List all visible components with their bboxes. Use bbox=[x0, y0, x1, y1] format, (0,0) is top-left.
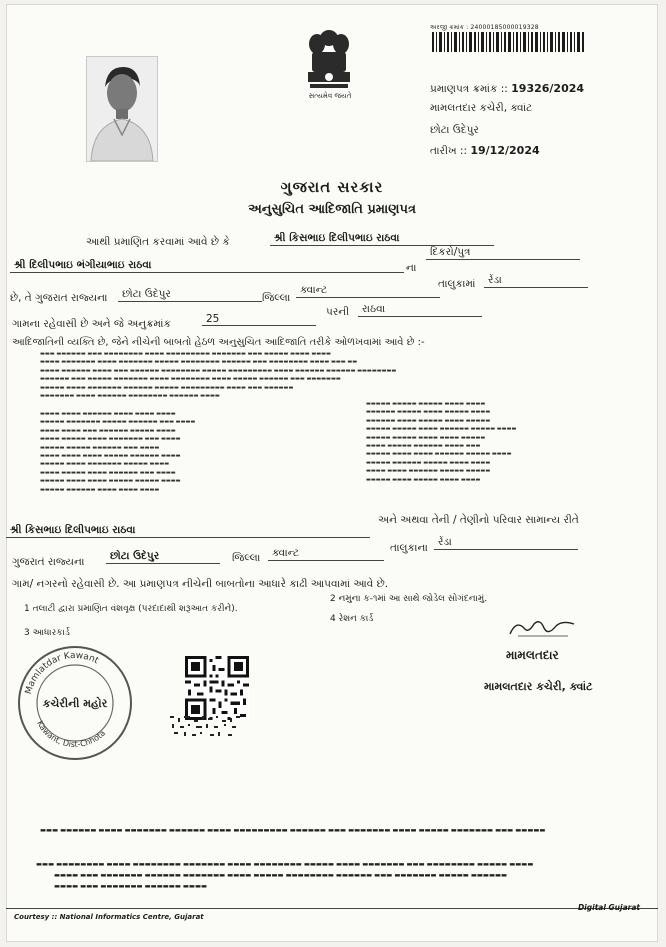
certificate-title: અનુસુચિત આદિજાતિ પ્રમાણપત્ર bbox=[248, 202, 416, 217]
footer-divider bbox=[6, 908, 658, 909]
date-row bbox=[430, 144, 540, 158]
relation: દિકરો/પુત્ર bbox=[426, 246, 580, 260]
note-line-1: ▬▬▬ ▬▬▬▬▬▬ ▬▬▬▬ ▬▬▬▬▬▬▬ ▬▬▬▬▬▬ ▬▬▬▬ ▬▬▬▬▬▬▬▬▬ ▬▬▬▬▬▬ ▬▬▬ ▬▬▬▬▬▬▬ ▬▬▬▬ ▬▬▬▬▬ ▬▬▬▬▬▬▬ ▬▬▬ ▬▬▬▬▬ bbox=[40, 826, 546, 834]
svg-text:Kawant, Dist-Chhota: Kawant, Dist-Chhota bbox=[35, 719, 108, 749]
taluka-value-2: ક્વાન્ટ bbox=[268, 547, 384, 561]
date-value: 19/12/2024 bbox=[470, 144, 540, 157]
tribe-value: રાઠવા bbox=[358, 303, 482, 317]
village-prefix: ગામના રહેવાસી છે અને જે અનુક્રમાંક bbox=[12, 318, 171, 330]
seal-inner-text: કચેરીની મહોર bbox=[42, 697, 108, 710]
qr-code-icon bbox=[185, 656, 249, 720]
person-name-repeat: શ્રી કિસભાઇ દિલીપભાઇ રાઠવા bbox=[6, 524, 370, 538]
village-value-2: રેંડા bbox=[434, 536, 578, 550]
state-prefix: છે, તે ગુજરાત રાજ્યના bbox=[10, 292, 108, 304]
serial-number: 25 bbox=[202, 313, 316, 326]
family-text: અને અથવા તેની / તેણીનો પરિવાર સામાન્ય રીતે bbox=[378, 514, 579, 526]
applicant-photo bbox=[86, 56, 158, 162]
officer-office: મામલતદાર કચેરી, ક્વાંટ bbox=[484, 680, 593, 693]
statutory-block-left: ▬▬▬▬ ▬▬▬▬ ▬▬▬▬▬▬ ▬▬▬▬ ▬▬▬▬ ▬▬▬▬ ▬▬▬▬▬ ▬▬▬▬▬▬▬ ▬▬▬▬▬ ▬▬▬▬▬▬ ▬▬▬ ▬▬▬▬ ▬▬▬▬ ▬▬▬▬ ▬▬▬ ▬▬▬▬▬▬ ▬▬▬▬▬ ▬▬▬▬ ▬▬▬▬ ▬▬▬▬▬ ▬▬▬▬ ▬▬▬▬▬▬▬ ▬▬▬ ▬▬▬▬ ▬▬▬▬▬ ▬▬▬▬▬ ▬▬▬▬▬▬ ▬▬▬ ▬▬▬▬ ▬▬▬▬ ▬▬▬▬ ▬▬▬▬ ▬▬▬▬▬ ▬▬▬▬▬▬ ▬▬▬▬ ▬▬▬▬▬ ▬▬▬▬ ▬▬▬▬▬▬▬ ▬▬▬▬▬ ▬▬▬▬ ▬▬▬▬ ▬▬▬▬▬ ▬▬▬▬ ▬▬▬▬▬▬ ▬▬▬ ▬▬▬▬ ▬▬▬▬▬ ▬▬▬▬ ▬▬▬▬ ▬▬▬▬▬ ▬▬▬▬▬ ▬▬▬▬ ▬▬▬▬▬ ▬▬▬▬▬▬ ▬▬▬▬ ▬▬▬▬ ▬▬▬▬ bbox=[40, 411, 196, 493]
statutory-block-right: ▬▬▬▬▬ ▬▬▬▬▬ ▬▬▬▬▬ ▬▬▬▬ ▬▬▬▬ ▬▬▬▬▬▬ ▬▬▬▬▬ ▬▬▬▬ ▬▬▬▬▬ ▬▬▬▬ ▬▬▬▬▬▬ ▬▬▬▬ ▬▬▬▬▬ ▬▬▬▬ ▬▬▬▬▬ ▬▬▬▬▬ ▬▬▬▬▬ ▬▬▬▬ ▬▬▬▬▬▬ ▬▬▬▬▬ ▬▬▬▬ ▬▬▬▬▬ ▬▬▬▬▬ ▬▬▬▬ ▬▬▬▬ ▬▬▬▬▬ ▬▬▬▬ ▬▬▬▬▬ ▬▬▬▬▬▬ ▬▬▬▬ ▬▬▬ ▬▬▬▬▬ ▬▬▬▬ ▬▬▬▬ ▬▬▬▬▬▬ ▬▬▬▬▬ ▬▬▬▬ ▬▬▬▬▬ ▬▬▬▬▬▬ ▬▬▬▬▬ ▬▬▬▬ ▬▬▬▬ ▬▬▬▬ ▬▬▬▬ ▬▬▬▬▬▬ ▬▬▬▬▬ ▬▬▬▬▬ ▬▬▬▬▬ ▬▬▬▬ ▬▬▬▬▬ ▬▬▬▬ ▬▬▬▬ bbox=[366, 401, 517, 483]
footer-digital-gujarat: Digital Gujarat bbox=[577, 903, 640, 912]
parni-label: પરની bbox=[326, 306, 350, 318]
village-value: રેંડા bbox=[484, 274, 588, 288]
cert-no-label: પ્રમાણપત્ર ક્રમાંક :: bbox=[430, 83, 508, 95]
cert-no-value: 19326/2024 bbox=[511, 82, 585, 95]
district-label-2: જિલ્લા bbox=[232, 552, 261, 564]
basis-item-3: 3 આધારકાર્ડ bbox=[24, 628, 70, 638]
father-name: શ્રી દિલીપભાઇ ભંગીયાભાઇ રાઠવા bbox=[10, 259, 404, 273]
taluka-label: તાલુકામાં bbox=[438, 278, 476, 290]
note-line-2: ▬▬▬ ▬▬▬▬▬▬▬▬ ▬▬▬▬ ▬▬▬▬▬▬▬▬ ▬▬▬▬▬▬▬ ▬▬▬▬ ▬▬▬▬▬▬▬▬ ▬▬▬▬▬ ▬▬▬▬ ▬▬▬▬▬▬▬ ▬▬▬ ▬▬▬▬▬▬▬▬ ▬▬▬▬▬ ▬▬▬▬ bbox=[36, 860, 534, 868]
officer-title: મામલતદાર bbox=[506, 648, 559, 662]
application-number: અરજી ક્રમાંક : 24000185000019328 bbox=[430, 24, 539, 31]
district-value-2: છોટા ઉદેપુર bbox=[106, 550, 220, 564]
government-title: ગુજરાત સરકાર bbox=[280, 178, 384, 196]
state-prefix-2: ગુજરાતં રાજ્યના bbox=[12, 556, 85, 568]
note-line-3: ▬▬▬▬ ▬▬▬ ▬▬▬▬▬▬▬ ▬▬▬▬▬▬ ▬▬▬▬▬▬▬ ▬▬▬▬ ▬▬▬▬▬ ▬▬▬▬▬▬▬▬ ▬▬▬▬▬▬ ▬▬▬ ▬▬▬▬▬▬▬ ▬▬▬▬▬ ▬▬▬▬▬▬ bbox=[54, 871, 508, 879]
certificate-number-row bbox=[430, 82, 584, 96]
basis-item-2: 2 નમુના ક-૧માં આ સાથે જોડેલ સોગંદનામું. bbox=[330, 594, 488, 604]
qr-code-extension-icon bbox=[168, 714, 248, 744]
issued-text: ગામ/ નગરનો રહેવાસી છે. આ પ્રમાણપત્ર નીચેની બાબતોના આધારે કાઢી આપવામાં આવે છે. bbox=[12, 578, 389, 590]
certificate-page bbox=[6, 4, 658, 942]
basis-item-1: 1 તલાટી દ્વારા પ્રમાણિત વંશવૃક્ષ (પરદાદાથી શરૂઆત કરીને). bbox=[24, 604, 238, 614]
emblem-caption: સત્યમેવ જયતે bbox=[308, 92, 352, 100]
national-emblem-icon bbox=[302, 26, 356, 98]
district-label: જિલ્લા bbox=[262, 292, 291, 304]
statutory-block-top: ▬▬▬ ▬▬▬▬▬▬ ▬▬▬ ▬▬▬▬▬▬▬▬ ▬▬▬▬ ▬▬▬▬▬▬▬▬▬ ▬▬▬▬▬▬▬ ▬▬▬ ▬▬▬▬▬ ▬▬▬▬ ▬▬▬▬ ▬▬▬▬ ▬▬▬▬▬▬▬ ▬▬▬▬ ▬▬▬▬▬▬▬ ▬▬▬▬▬ ▬▬▬▬▬▬▬▬ ▬▬▬▬▬▬ ▬▬▬ ▬▬▬▬▬▬▬▬ ▬▬▬▬ ▬▬▬ ▬▬ ▬▬▬▬ ▬▬▬▬▬▬ ▬▬▬▬ ▬▬▬ ▬▬▬▬▬▬ ▬▬▬▬▬▬▬▬ ▬▬▬▬▬ ▬▬▬▬▬▬▬▬▬ ▬▬▬▬ ▬▬▬▬▬▬ ▬▬▬▬▬▬ ▬▬▬▬▬▬▬▬ ▬▬▬▬▬▬ ▬▬▬ ▬▬▬▬▬ ▬▬▬▬▬▬▬ ▬▬▬▬ ▬▬▬▬▬▬▬▬ ▬▬▬▬ ▬▬▬▬▬ ▬▬▬▬▬▬ ▬▬▬ ▬▬▬▬▬▬▬ ▬▬▬▬▬ ▬▬▬▬ ▬▬▬▬▬▬▬ ▬▬▬▬▬▬ ▬▬▬▬▬ ▬▬▬▬▬▬▬▬▬ ▬▬▬▬ ▬▬▬ ▬▬▬▬▬▬ ▬▬▬▬▬▬▬ ▬▬▬▬ ▬▬▬▬▬▬ ▬▬▬▬▬▬▬▬ ▬▬▬▬▬▬ ▬▬▬▬ bbox=[40, 351, 397, 400]
barcode-icon bbox=[432, 32, 584, 52]
date-label: તારીખ :: bbox=[430, 145, 468, 157]
district-value: છોટા ઉદેપુર bbox=[118, 288, 262, 302]
basis-item-4: 4 રેશન કાર્ડ bbox=[330, 614, 374, 624]
office-district: છોટા ઉદેપુર bbox=[430, 124, 479, 136]
office-seal-icon bbox=[16, 644, 134, 762]
recognized-text: આદિજાતિની વ્યક્તિ છે, જેને નીચેની બાબતો હેઠળ અનુસુચિત આદિજાતિ તરીકે ઓળખવામાં આવે છે :- bbox=[12, 337, 425, 348]
person-name: શ્રી કિસભાઇ દિલીપભાઇ રાઠવા bbox=[270, 232, 494, 246]
taluka-value: ક્વાન્ટ bbox=[296, 284, 440, 298]
note-line-4: ▬▬▬▬ ▬▬▬ ▬▬▬▬▬▬▬ ▬▬▬▬▬▬ ▬▬▬▬ bbox=[54, 882, 208, 890]
certify-text: આથી પ્રમાણિત કરવામાં આવે છે કે bbox=[86, 236, 230, 248]
issuing-office: મામલતદાર કચેરી, ક્વાંટ bbox=[430, 102, 533, 114]
officer-signature-icon bbox=[506, 614, 578, 642]
svg-text:Mamlatdar Kawant: Mamlatdar Kawant bbox=[23, 650, 100, 696]
footer-courtesy: Courtesy :: National Informatics Centre, Gujarat bbox=[14, 913, 204, 921]
na-label: ના bbox=[406, 262, 417, 274]
taluka-label-2: તાલુકાના bbox=[390, 542, 428, 554]
